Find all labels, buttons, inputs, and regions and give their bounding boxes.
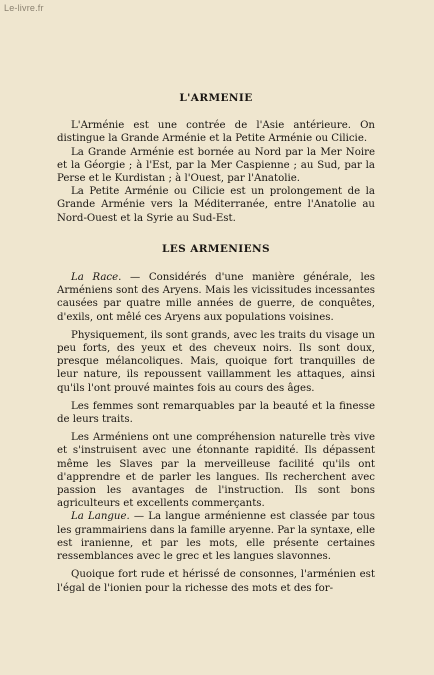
section-title-armenie: L'ARMENIE [179, 92, 253, 104]
paragraph: Quoique fort rude et hérissé de consonnes, l'arménien est l'égal de l'ionien pour la richesse des mots et des for- [57, 569, 375, 594]
section-title-armeniens: LES ARMENIENS [161, 242, 271, 255]
paragraph: L'Arménie est une contrée de l'Asie antérieure. On distingue la Grande Arménie et la Petite Arménie ou Cilicie. [57, 120, 375, 145]
paragraph: Les Arméniens ont une compréhension naturelle très vive et s'instruisent avec une étonnante rapidité. Ils dépassent même les Slaves par la merveilleuse facilité qu'ils ont d'apprendre et de parler les langues. Ils recherchent avec passion les avantages de l'instruction. Ils sont bons agriculteurs et excellents commerçants. [57, 432, 375, 510]
watermark: Le-livre.fr [4, 3, 44, 13]
paragraph-race [57, 271, 375, 324]
document-page [57, 92, 375, 595]
lead-langue: La Langue. [71, 511, 130, 523]
paragraph: Les femmes sont remarquables par la beauté et la finesse de leurs traits. [57, 400, 375, 426]
lead-race: La Race. [71, 272, 122, 284]
paragraph: La Petite Arménie ou Cilicie est un prolongement de la Grande Arménie vers la Méditerranée, entre l'Anatolie au Nord-Ouest et la Syrie au Sud-Est. [57, 186, 375, 224]
paragraph-text: — La langue arménienne est classée par tous les grammairiens dans la famille aryenne. Par la syntaxe, elle est iranienne, et par les mots, elle présente certaines ressemblances avec le grec et les langues slavonnes. [57, 511, 375, 563]
paragraph: La Grande Arménie est bornée au Nord par la Mer Noire et la Géorgie ; à l'Est, par la Mer Caspienne ; au Sud, par la Perse et le Kurdistan ; à l'Ouest, par l'Anatolie. [57, 146, 375, 185]
paragraph-text: — Considérés d'une manière générale, les Arméniens sont des Aryens. Mais les vicissitudes incessantes causées par quatre mille années de guerre, de conquêtes, d'exils, ont mêlé ces Aryens aux populations voisines. [57, 272, 375, 323]
paragraph: Physiquement, ils sont grands, avec les traits du visage un peu forts, des yeux et des cheveux noirs. Ils sont doux, presque mélancoliques. Mais, quoique fort tranquilles de leur nature, ils repoussent vaillamment les attaques, ainsi qu'ils l'ont prouvé maintes fois au cours des âges. [57, 329, 375, 394]
paragraph-langue [57, 510, 375, 563]
